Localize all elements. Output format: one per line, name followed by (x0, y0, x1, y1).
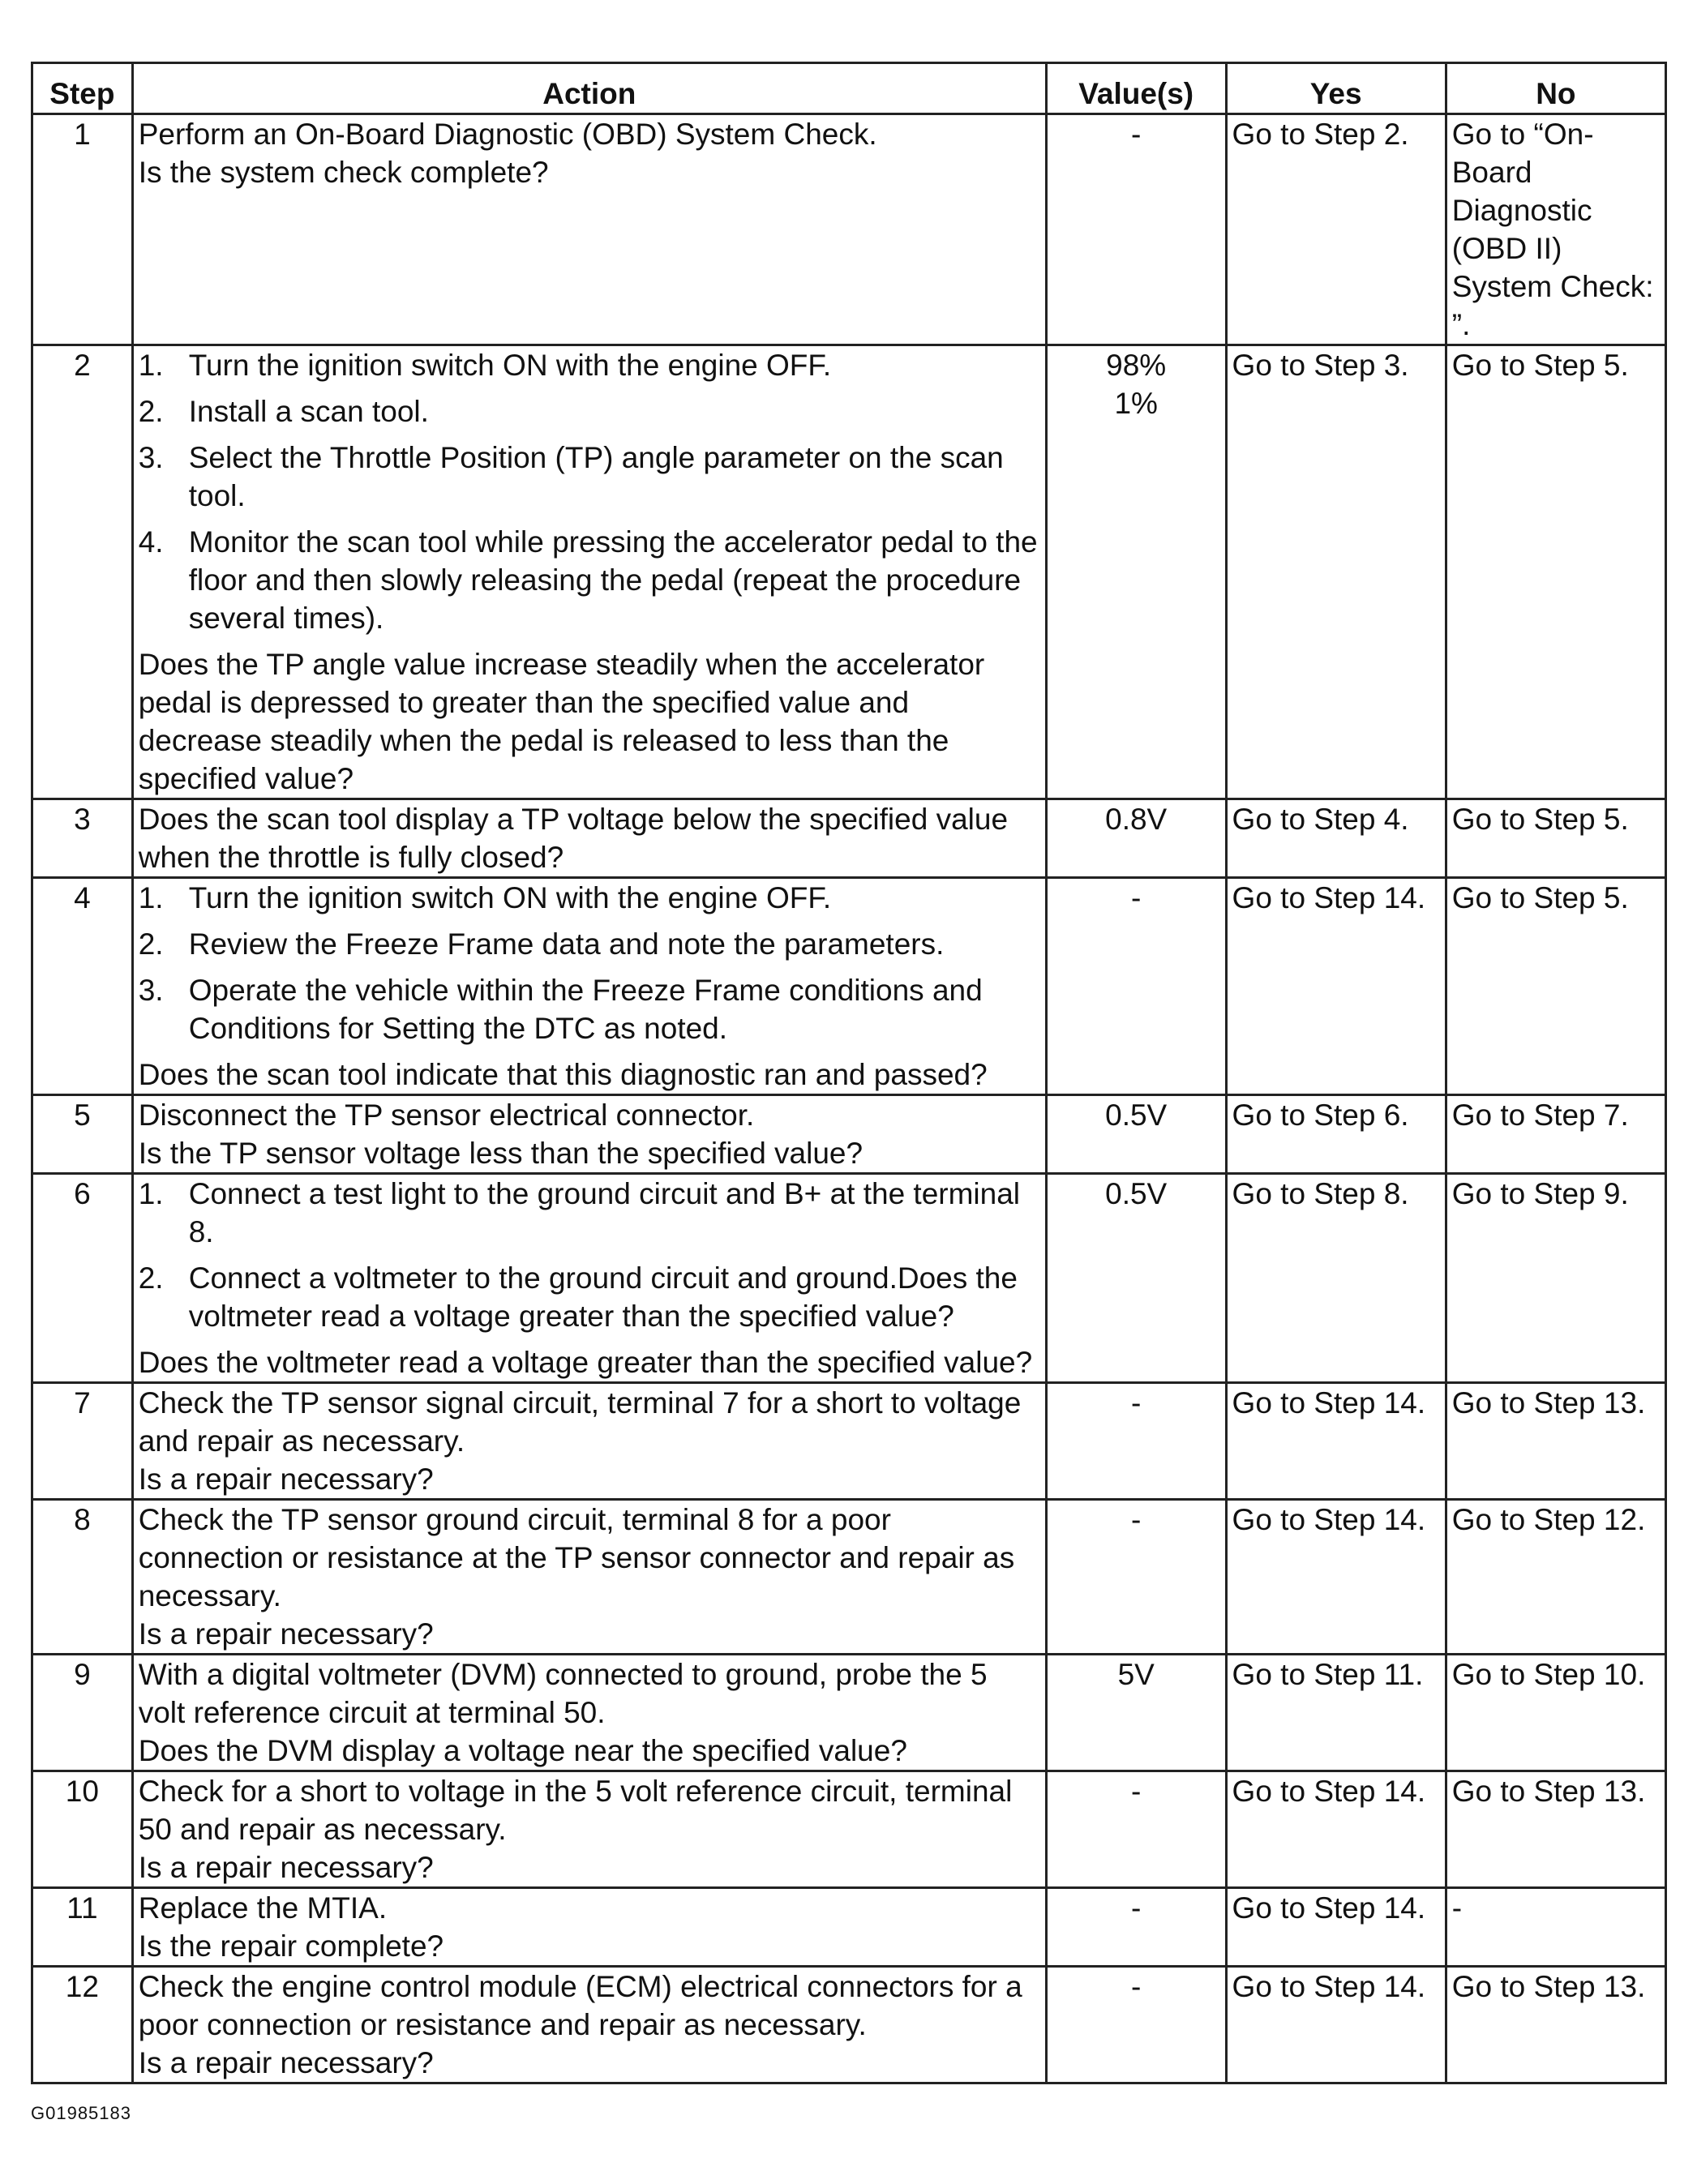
value-cell (1046, 1888, 1226, 1967)
table-body (32, 114, 1666, 2083)
value-cell (1046, 114, 1226, 345)
action-cell (132, 1771, 1046, 1888)
action-cell (132, 1500, 1046, 1655)
procedure-item-text: Operate the vehicle within the Freeze Frame conditions and Conditions for Setting the DTC as noted. (188, 974, 983, 1045)
procedure-item-text: Turn the ignition switch ON with the engine OFF. (188, 881, 832, 914)
step-number: 4 (32, 878, 133, 1095)
step-number: 12 (32, 1967, 133, 2083)
value-text: 0.8V (1105, 803, 1168, 836)
value-cell (1046, 799, 1226, 878)
header-step: Step (32, 63, 133, 114)
no-cell: Go to Step 9. (1446, 1174, 1665, 1383)
table-row (32, 799, 1666, 878)
yes-cell: Go to Step 14. (1226, 878, 1446, 1095)
value-text: 5V (1117, 1658, 1155, 1691)
yes-cell: Go to Step 8. (1226, 1174, 1446, 1383)
value-text: 0.5V (1105, 1098, 1168, 1132)
value-text: - (1131, 1386, 1142, 1420)
action-text: Check for a short to voltage in the 5 volt reference circuit, terminal 50 and repair as necessary. (138, 1775, 1013, 1846)
action-cell (132, 1967, 1046, 2083)
value-text: 1% (1114, 387, 1158, 420)
action-text: Is a repair necessary? (138, 1617, 434, 1651)
step-number: 8 (32, 1500, 133, 1655)
value-text: - (1131, 1970, 1142, 2003)
action-text: With a digital voltmeter (DVM) connected to ground, probe the 5 volt reference circuit at terminal 50. (138, 1658, 988, 1729)
procedure-item-text: Monitor the scan tool while pressing the accelerator pedal to the floor and then slowly releasing the pedal (repeat the procedure several times). (188, 525, 1038, 635)
action-text: Is the TP sensor voltage less than the specified value? (138, 1137, 863, 1170)
procedure-item-text: Connect a voltmeter to the ground circuit and ground.Does the voltmeter read a voltage greater than the specified value? (188, 1261, 1018, 1333)
action-cell (132, 1655, 1046, 1771)
table-row (32, 1383, 1666, 1500)
value-cell (1046, 1655, 1226, 1771)
step-number: 3 (32, 799, 133, 878)
no-cell: Go to Step 12. (1446, 1500, 1665, 1655)
action-cell (132, 114, 1046, 345)
header-yes: Yes (1226, 63, 1446, 114)
action-text: Does the TP angle value increase steadily when the accelerator pedal is depressed to greater than the specified value and decrease steadily when the pedal is released to less than the specified value? (138, 648, 985, 795)
step-number: 7 (32, 1383, 133, 1500)
step-number: 9 (32, 1655, 133, 1771)
procedure-item-text: Turn the ignition switch ON with the engine OFF. (188, 349, 832, 382)
table-row (32, 1888, 1666, 1967)
action-cell (132, 345, 1046, 799)
figure-code: G01985183 (31, 2103, 131, 2123)
action-cell (132, 1174, 1046, 1383)
table-row (32, 1655, 1666, 1771)
action-text: Replace the MTIA. (138, 1891, 388, 1925)
yes-cell: Go to Step 3. (1226, 345, 1446, 799)
action-text: Does the scan tool indicate that this diagnostic ran and passed? (138, 1058, 988, 1091)
value-cell (1046, 1771, 1226, 1888)
no-cell: Go to Step 5. (1446, 345, 1665, 799)
no-cell: Go to Step 5. (1446, 878, 1665, 1095)
no-cell: Go to “On-Board Diagnostic (OBD II) System Check: ”. (1446, 114, 1665, 345)
value-cell (1046, 1174, 1226, 1383)
action-text: Disconnect the TP sensor electrical connector. (138, 1098, 755, 1132)
value-text: - (1131, 1503, 1142, 1536)
no-cell: Go to Step 5. (1446, 799, 1665, 878)
action-text: Is a repair necessary? (138, 2046, 434, 2079)
no-cell: Go to Step 13. (1446, 1383, 1665, 1500)
yes-cell: Go to Step 2. (1226, 114, 1446, 345)
procedure-item: 3. Operate the vehicle within the Freeze Frame conditions and Conditions for Setting the DTC as noted. (138, 974, 983, 1045)
procedure-item: 2. Install a scan tool. (138, 395, 429, 428)
procedure-list (139, 879, 1040, 1047)
value-text: 0.5V (1105, 1177, 1168, 1210)
table-row (32, 114, 1666, 345)
action-cell (132, 878, 1046, 1095)
yes-cell: Go to Step 14. (1226, 1500, 1446, 1655)
action-text: Does the scan tool display a TP voltage below the specified value when the throttle is fully closed? (138, 803, 1009, 874)
action-text: Check the engine control module (ECM) electrical connectors for a poor connection or resistance and repair as necessary. (138, 1970, 1022, 2041)
yes-cell: Go to Step 14. (1226, 1967, 1446, 2083)
no-cell: Go to Step 13. (1446, 1771, 1665, 1888)
diagnostic-table (31, 62, 1667, 2084)
step-number: 2 (32, 345, 133, 799)
action-text: Is a repair necessary? (138, 1462, 434, 1496)
procedure-item: 1. Connect a test light to the ground circuit and B+ at the terminal 8. (138, 1177, 1021, 1248)
action-text: Is the repair complete? (138, 1929, 444, 1963)
yes-cell: Go to Step 6. (1226, 1095, 1446, 1174)
action-text: Does the voltmeter read a voltage greater than the specified value? (138, 1346, 1033, 1379)
action-cell (132, 1095, 1046, 1174)
table-row (32, 878, 1666, 1095)
step-number: 5 (32, 1095, 133, 1174)
step-number: 10 (32, 1771, 133, 1888)
no-cell: Go to Step 13. (1446, 1967, 1665, 2083)
value-text: - (1131, 1775, 1142, 1808)
procedure-item-text: Review the Freeze Frame data and note the parameters. (188, 927, 945, 961)
action-text: Is a repair necessary? (138, 1851, 434, 1884)
yes-cell: Go to Step 14. (1226, 1771, 1446, 1888)
header-action: Action (132, 63, 1046, 114)
action-text: Is the system check complete? (138, 156, 549, 189)
procedure-item: 3. Select the Throttle Position (TP) angle parameter on the scan tool. (138, 441, 1004, 512)
procedure-item: 4. Monitor the scan tool while pressing the accelerator pedal to the floor and then slowly releasing the pedal (repeat the procedure several times). (138, 525, 1038, 635)
value-text: - (1131, 118, 1142, 151)
action-text: Perform an On-Board Diagnostic (OBD) System Check. (138, 118, 877, 151)
table-row (32, 1967, 1666, 2083)
header-no: No (1446, 63, 1665, 114)
action-text: Does the DVM display a voltage near the specified value? (138, 1734, 907, 1767)
action-cell (132, 1888, 1046, 1967)
value-cell (1046, 1500, 1226, 1655)
procedure-item: 2. Review the Freeze Frame data and note the parameters. (138, 927, 945, 961)
table-row (32, 1174, 1666, 1383)
value-cell (1046, 1095, 1226, 1174)
action-text: Check the TP sensor ground circuit, terminal 8 for a poor connection or resistance at the TP sensor connector and repair as necessary. (138, 1503, 1015, 1612)
header-row (32, 63, 1666, 114)
step-number: 6 (32, 1174, 133, 1383)
header-values: Value(s) (1046, 63, 1226, 114)
table-row (32, 1095, 1666, 1174)
action-cell (132, 799, 1046, 878)
no-cell: - (1446, 1888, 1665, 1967)
action-cell (132, 1383, 1046, 1500)
procedure-item: 1. Turn the ignition switch ON with the engine OFF. (138, 349, 832, 382)
procedure-item: 2. Connect a voltmeter to the ground circuit and ground.Does the voltmeter read a voltage greater than the specified value? (138, 1261, 1018, 1333)
value-cell (1046, 345, 1226, 799)
value-text: 98% (1106, 349, 1167, 382)
action-text: Check the TP sensor signal circuit, terminal 7 for a short to voltage and repair as necessary. (138, 1386, 1022, 1458)
yes-cell: Go to Step 4. (1226, 799, 1446, 878)
yes-cell: Go to Step 14. (1226, 1888, 1446, 1967)
value-cell (1046, 878, 1226, 1095)
value-cell (1046, 1967, 1226, 2083)
value-cell (1046, 1383, 1226, 1500)
procedure-item-text: Select the Throttle Position (TP) angle parameter on the scan tool. (188, 441, 1004, 512)
procedure-item-text: Install a scan tool. (188, 395, 429, 428)
value-text: - (1131, 1891, 1142, 1925)
step-number: 11 (32, 1888, 133, 1967)
table-row (32, 345, 1666, 799)
no-cell: Go to Step 10. (1446, 1655, 1665, 1771)
yes-cell: Go to Step 11. (1226, 1655, 1446, 1771)
procedure-item: 1. Turn the ignition switch ON with the engine OFF. (138, 881, 832, 914)
procedure-list (139, 346, 1040, 637)
table-row (32, 1771, 1666, 1888)
yes-cell: Go to Step 14. (1226, 1383, 1446, 1500)
no-cell: Go to Step 7. (1446, 1095, 1665, 1174)
value-text: - (1131, 881, 1142, 914)
table-row (32, 1500, 1666, 1655)
procedure-item-text: Connect a test light to the ground circuit and B+ at the terminal 8. (188, 1177, 1021, 1248)
procedure-list (139, 1175, 1040, 1335)
step-number: 1 (32, 114, 133, 345)
